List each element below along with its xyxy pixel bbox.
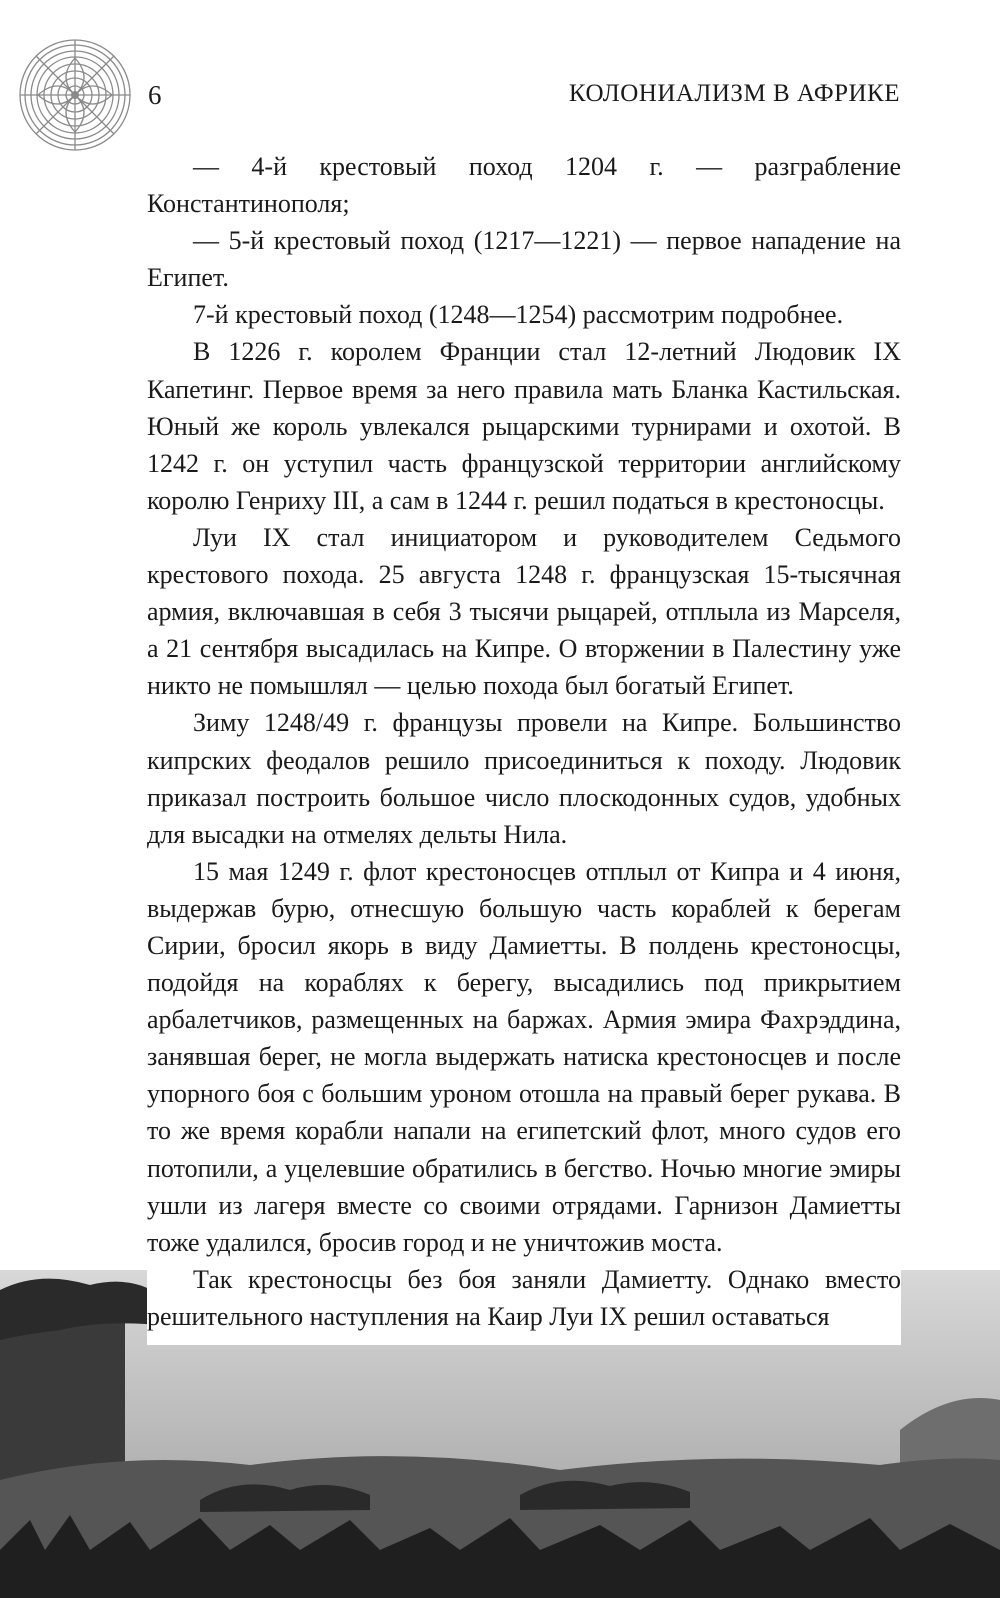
paragraph: Луи IX стал инициатором и руководителем Седьмого крестового похода. 25 августа 1248 г. французская 15-тысячная армия, включавшая в себя 3 тысячи рыцарей, отплыла из Марселя, а 21 сентября высадилась на Кипре. О вторжении в Палестину уже никто не помышлял — целью похода был богатый Египет.: [147, 522, 901, 701]
paragraph: — 4-й крестовый поход 1204 г. — разграбление Константинополя;: [147, 152, 901, 219]
paragraph: 15 мая 1249 г. флот крестоносцев отплыл от Кипра и 4 июня, выдержав бурю, отнесшую большую часть кораблей к берегам Сирии, бросил якорь в виду Дамиетты. В полдень крестоносцы, подойдя на кораблях к берегу, высадились под прикрытием арбалетчиков, размещенных на баржах. Армия эмира Фахрэддина, занявшая берег, не могла выдержать натиска крестоносцев и после упорного боя с большим уроном отошла на правый берег рукава. В то же время корабли напали на египетский флот, много судов его потопили, а уцелевшие обратились в бегство. Ночью многие эмиры ушли из лагеря вместе со своими отрядами. Гарнизон Дамиетты тоже удалился, бросив город и не уничтожив моста.: [147, 856, 901, 1257]
mandala-ornament-icon: [18, 38, 132, 152]
paragraph: Так крестоносцы без боя заняли Дамиетту. Однако вместо решительного наступления на Каир Луи IX решил оставаться: [147, 1264, 901, 1331]
paragraph: 7-й крестовый поход (1248—1254) рассмотрим подробнее.: [193, 300, 844, 330]
paragraph: Зиму 1248/49 г. французы провели на Кипре. Большинство кипрских феодалов решило присоединиться к походу. Людовик приказал построить большое число плоскодонных судов, удобных для высадки на отмелях дельты Нила.: [147, 708, 901, 849]
body-text: [147, 148, 901, 1345]
running-title: КОЛОНИАЛИЗМ В АФРИКЕ: [568, 80, 900, 107]
page-number: 6: [148, 80, 162, 110]
paragraph: В 1226 г. королем Франции стал 12-летний Людовик IX Капетинг. Первое время за него правила мать Бланка Кастильская. Юный же король увлекался рыцарскими турнирами и охотой. В 1242 г. он уступил часть французской территории английскому королю Генриху III, а сам в 1244 г. решил податься в крестоносцы.: [147, 337, 901, 515]
paragraph: — 5-й крестовый поход (1217—1221) — первое нападение на Египет.: [147, 226, 901, 293]
